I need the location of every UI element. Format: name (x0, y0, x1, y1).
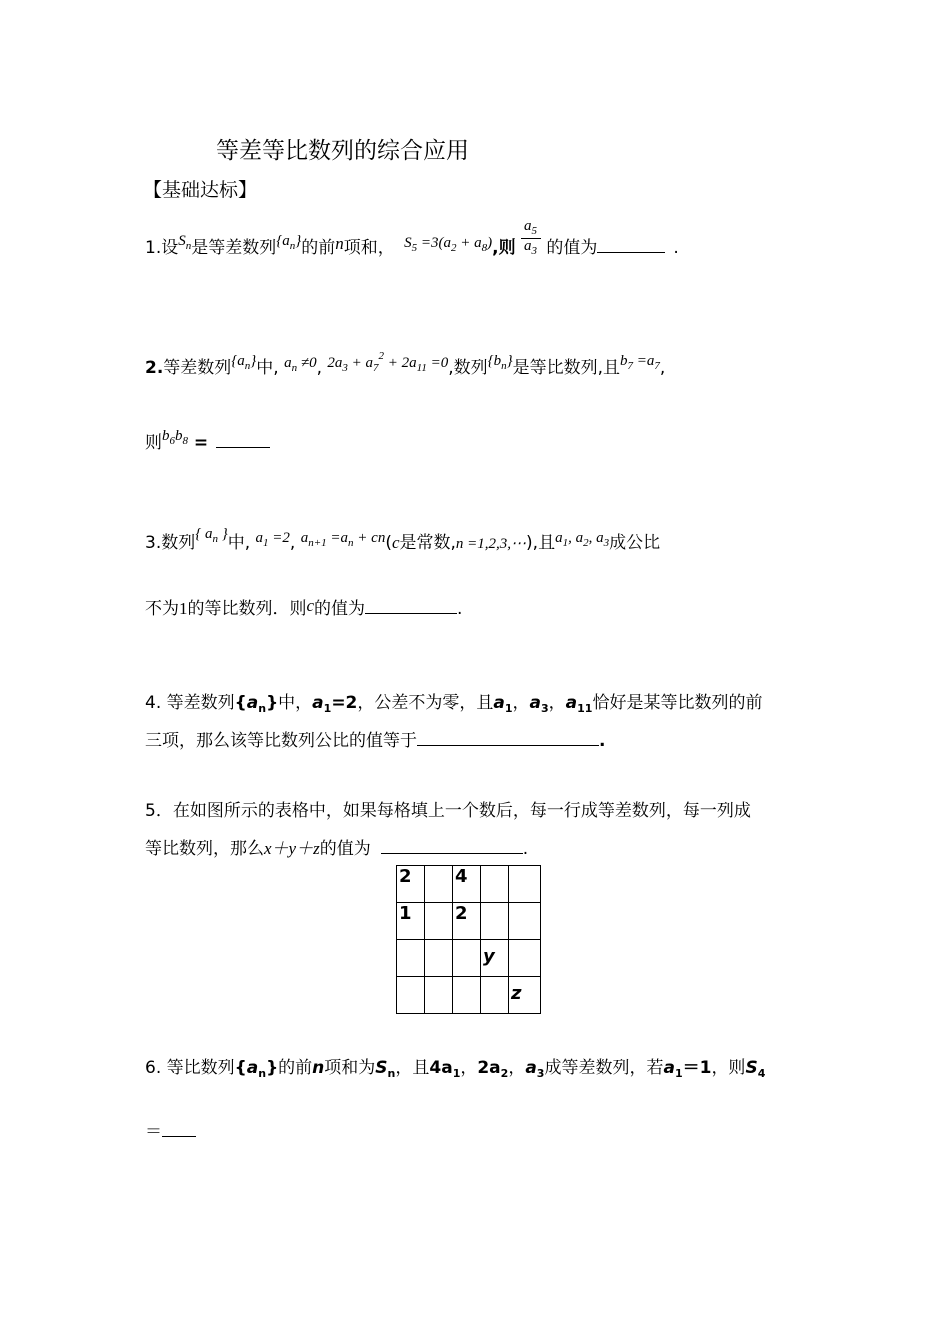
question-4-line-2: 三项，那么该等比数列公比的值等于 . (145, 731, 606, 751)
question-4: 4. 等差数列$\{a_n\}$中，$a_1=2$，公差不为零，且$a_1$，$a_3$，$a_{11}$恰好是某等比数列的前 (145, 693, 763, 715)
grid-cell: y (481, 940, 509, 977)
question-2: 2.等差数列$\{a_n\}$中, $a_n \ne 0$, $2a_3 + a_7^2 + 2a_{11} =0$,数列$\{b_n\}$是等比数列,且$b_7 =a_7$, (145, 350, 666, 378)
question-5-line-2: 等比数列，那么x＋y＋z的值为 . (145, 839, 529, 859)
grid-cell (509, 866, 541, 903)
section-heading: 【基础达标】 (143, 179, 258, 201)
question-6: 6. 等比数列$\{a_n\}$的前n项和为$S_n$，且$4a_1$，$2a_2$，$a_3$成等差数列，若$a_1=1$，则$S_4$ (145, 1058, 766, 1080)
question-1: 1.设$S_n$是等差数列$\{a_n\}$的前n项和， $S_5 =3(a_2 + a_8)$,则 $\frac{a_5}{a_3}$ 的值为 . (145, 218, 679, 258)
question-3: 3.数列{ $a_n$ }中, $a_1 =2$, $a_{n+1} =a_n + cn(c$是常数,n =1,2,3,⋯),且$a_1$, $a_2$, $a_3$成公比 (145, 526, 661, 553)
question-6-line-2: ＝ (145, 1117, 196, 1142)
grid-cell (453, 940, 481, 977)
answer-blank (381, 837, 523, 854)
grid-cell (481, 903, 509, 940)
grid-cell (425, 940, 453, 977)
grid-cell (397, 977, 425, 1014)
grid-cell (509, 940, 541, 977)
answer-blank (597, 236, 665, 253)
grid-row (397, 977, 541, 1014)
grid-cell (509, 903, 541, 940)
grid-row (397, 866, 541, 903)
answer-blank (162, 1120, 196, 1137)
page-title: 等差等比数列的综合应用 (216, 138, 469, 164)
number-grid (396, 865, 541, 1014)
answer-blank (417, 729, 599, 746)
grid-cell: 2 (397, 866, 425, 903)
grid-cell: 2 (453, 903, 481, 940)
question-3-line-2: 不为1的等比数列．则c的值为 . (145, 596, 463, 619)
grid-cell (397, 940, 425, 977)
grid-cell: 1 (397, 903, 425, 940)
answer-blank (365, 597, 457, 614)
grid-cell (481, 866, 509, 903)
grid-cell (453, 977, 481, 1014)
question-5: 5．在如图所示的表格中，如果每格填上一个数后，每一行成等差数列，每一列成 (145, 801, 751, 821)
answer-blank (216, 431, 270, 448)
grid-cell: z (509, 977, 541, 1014)
fraction-a5-a3: $\frac{a_5}{a_3}$ (521, 218, 541, 258)
grid-row (397, 903, 541, 940)
grid-cell (425, 903, 453, 940)
grid-cell (425, 977, 453, 1014)
grid-cell: 4 (453, 866, 481, 903)
question-2-line-2: 则$b_6b_8$ = (145, 428, 270, 453)
grid-row (397, 940, 541, 977)
grid-cell (481, 977, 509, 1014)
grid-cell (425, 866, 453, 903)
